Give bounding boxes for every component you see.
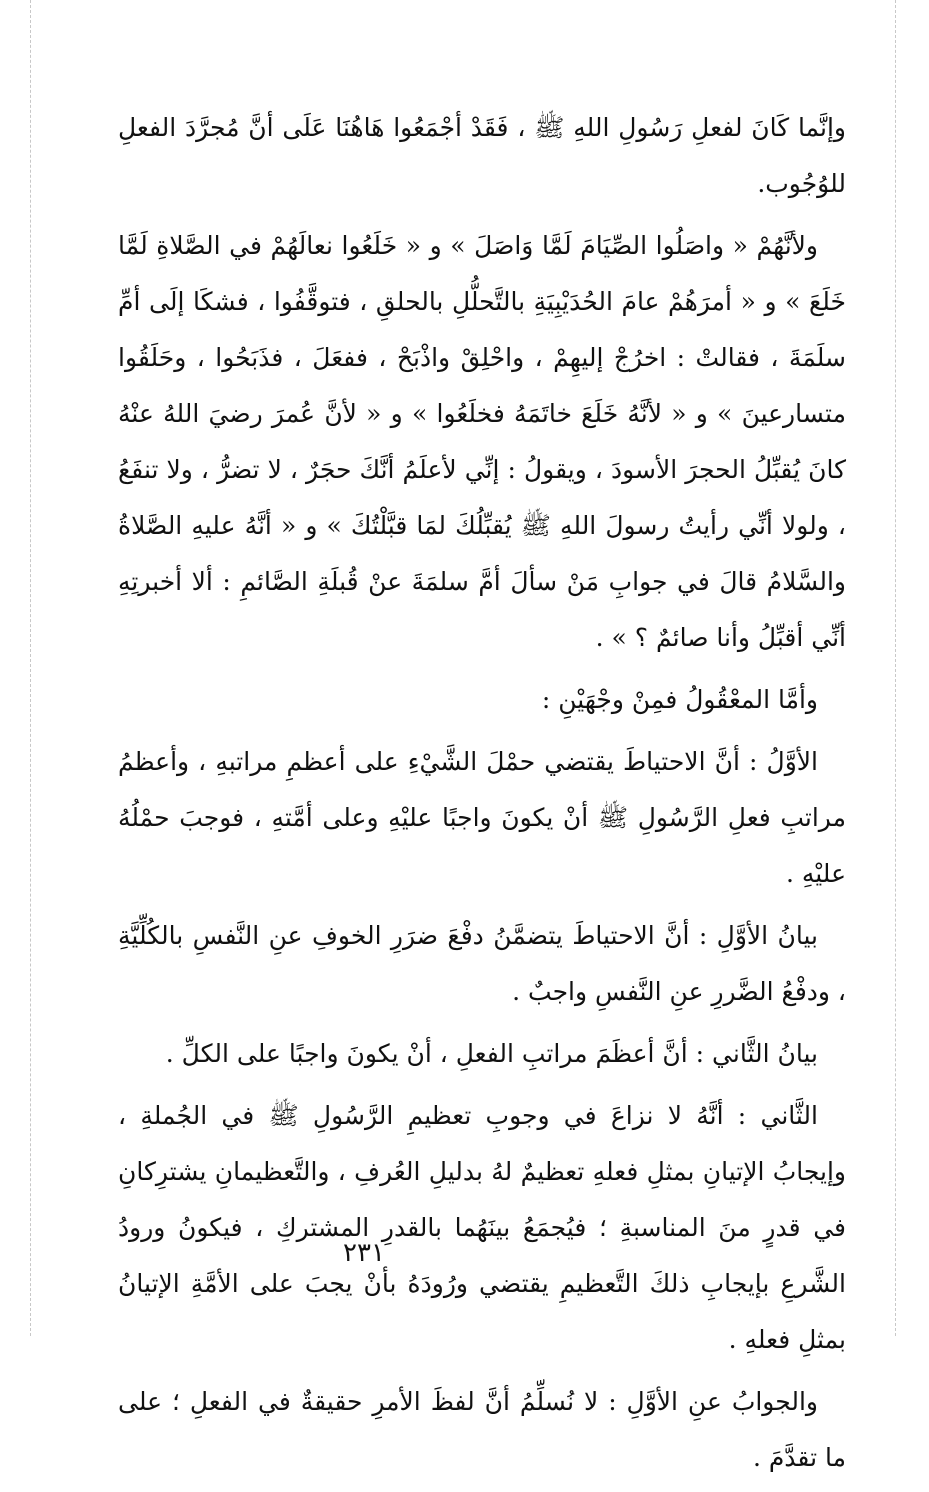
paragraph-second-explanation: بيانُ الثَّاني : أنَّ أعظَمَ مراتبِ الفعلِ ، أنْ يكونَ واجبًا على الكلِّ . [165,1039,818,1068]
paragraph-intro: وإنَّما كَانَ لفعلِ رَسُولِ اللهِ ﷺ ، فَقَدْ أجْمَعُوا هَاهُنَا عَلَى أنَّ مُجرَّدَ الفعلِ للوُجُوب. [118,113,846,198]
page-number: ٢٣١ [343,1238,385,1268]
paragraph-first-explanation: بيانُ الأوَّلِ : أنَّ الاحتياطَ يتضمَّنُ دفْعَ ضرَرِ الخوفِ عنِ النَّفسِ بالكُلِّيَّةِ ، ودفْعُ الضَّررِ عنِ النَّفسِ واجبٌ . [118,921,846,1006]
scan-edge-right [895,0,896,1336]
paragraph-answer: والجوابُ عنِ الأوَّلِ : لا نُسلِّمُ أنَّ لفظَ الأمرِ حقيقةٌ في الفعلِ ؛ على ما تقدَّمَ . [118,1387,846,1472]
paragraph-first-argument: الأوَّلُ : أنَّ الاحتياطَ يقتضي حمْلَ الشَّيْءِ على أعظمِ مراتبهِ ، وأعظمُ مراتبِ فعلِ الرَّسُولِ ﷺ أنْ يكونَ واجبًا عليْهِ وعلى أمَّتهِ ، فوجبَ حمْلُهُ عليْهِ . [118,747,846,888]
paragraph-companions-evidence: ولأنَّهُمْ « واصَلُوا الصِّيَامَ لَمَّا وَاصَلَ » و « خَلَعُوا نعالَهُمْ في الصَّلاةِ لَمَّا خَلَعَ » و « أمرَهُمْ عامَ الحُدَيْبِيَةِ بالتَّحلُّلِ بالحلقِ ، فتوقَّفُوا ، فشكَا إلَى أمِّ سلَمَةَ ، فقالتْ : اخرُجْ إليهِمْ ، واحْلِقْ واذْبَحْ ، ففعَلَ ، فذَبَحُوا ، وحَلَقُوا متسارعينَ » و « لأنَّهُ خَلَعَ خاتَمَهُ فخلَعُوا » و « لأنَّ عُمرَ رضيَ اللهُ عنْهُ كانَ يُقبِّلُ الحجرَ الأسودَ ، ويقولُ : إنِّي لأعلَمُ أنَّكَ حجَرٌ ، لا تضرُّ ، ولا تنفَعُ ، ولولا أنِّي رأيتُ رسولَ اللهِ ﷺ يُقبِّلُكَ لمَا قبَّلْتُكَ » و « أنَّهُ عليهِ الصَّلاةُ والسَّلامُ قالَ في جوابِ مَنْ سألَ أمَّ سلمَةَ عنْ قُبلَةِ الصَّائمِ : ألا أخبرتِهِ أنِّي أقبِّلُ وأنا صائمٌ ؟ » . [118,231,846,652]
paragraph-rational-heading: وأمَّا المعْقُولُ فمِنْ وجْهَيْنِ : [541,685,818,714]
page-body [118,100,846,1492]
scan-edge-left [30,0,31,1336]
paragraph-second-argument: الثَّاني : أنَّهُ لا نزاعَ في وجوبِ تعظيمِ الرَّسُولِ ﷺ في الجُملةِ ، وإيجابُ الإتيانِ بمثلِ فعلهِ تعظيمٌ لهُ بدليلِ العُرفِ ، والتَّعظيمانِ يشترِكانِ في قدرٍ منَ المناسبةِ ؛ فيُجمَعُ بينَهُما بالقدرِ المشتركِ ، فيكونُ ورودُ الشَّرعِ بإيجابِ ذلكَ التَّعظيمِ يقتضي ورُودَهُ بأنْ يجبَ على الأمَّةِ الإتيانُ بمثلِ فعلهِ . [118,1101,846,1354]
